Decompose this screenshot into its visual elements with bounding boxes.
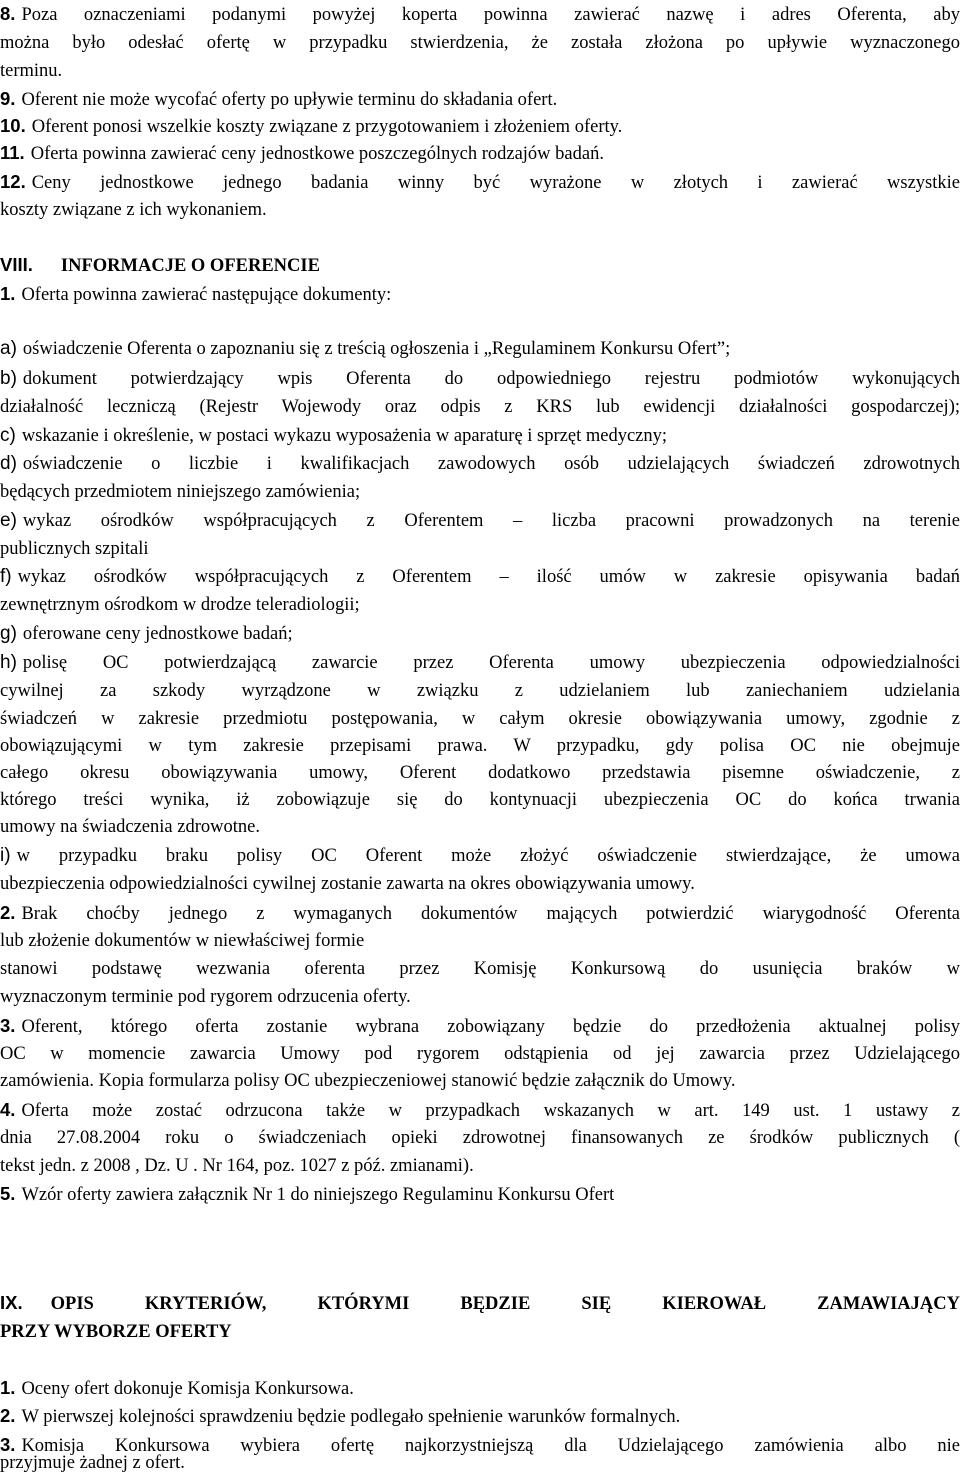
sub-item-d-line-2: będących przedmiotem niniejszego zamówienia; [0,482,361,502]
sub-item-letter: f) [0,566,12,587]
sub-item-a: a) oświadczenie Oferenta o zapoznaniu się z treścią ogłoszenia i „Regulaminem Konkursu Ofert”; [0,338,731,359]
sub-item-e-line-2: publicznych szpitali [0,539,149,559]
item-4-line-2: dnia 27.08.2004 roku o świadczeniach opieki zdrowotnej finansowanych ze środków publicznych ( [0,1128,960,1148]
item-1: 1. Oferta powinna zawierać następujące dokumenty: [0,283,392,305]
item-2-line-4: wyznaczonym terminie pod rygorem odrzucenia oferty. [0,987,411,1007]
sub-item-i-line-1: i) w przypadku braku polisy OC Oferent może złożyć oświadczenie stwierdzające, że umowa [0,845,960,866]
sub-item-letter: h) [0,652,17,673]
item-number: 1. [0,283,16,304]
item-number: 8. [0,3,16,24]
item-8-line-3: terminu. [0,61,63,81]
item-3-line-2: OC w momencie zawarcia Umowy pod rygorem odstąpienia od jej zawarcia przez Udzielającego [0,1044,960,1064]
sub-item-h-line-5: całego okresu obowiązywania umowy, Oferent dodatkowo przedstawia pisemne oświadczenie, z [0,763,960,783]
criteria-item-1: 1. Oceny ofert dokonuje Komisja Konkursowa. [0,1377,354,1399]
criteria-item-3-line-2: przyjmuje żadnej z ofert. [0,1453,185,1473]
sub-item-letter: b) [0,368,17,389]
item-8-line-1: 8. Poza oznaczeniami podanymi powyżej koperta powinna zawierać nazwę i adres Oferenta, aby [0,3,960,25]
section-viii-heading [0,251,960,280]
item-3-line-3: zamówienia. Kopia formularza polisy OC ubezpieczeniowej stanowić będzie załącznik do Umowy. [0,1071,736,1091]
criteria-item-2: 2. W pierwszej kolejności sprawdzeniu będzie podlegało spełnienie warunków formalnych. [0,1405,681,1427]
item-2-line-1: 2. Brak choćby jednego z wymaganych dokumentów mających potwierdzić wiarygodność Oferenta [0,902,960,924]
sub-item-f-line-1: f) wykaz ośrodków współpracujących z Oferentem – ilość umów w zakresie opisywania badań [0,566,960,587]
item-8-line-2: można było odesłać ofertę w przypadku stwierdzenia, że została złożona po upływie wyznaczonego [0,33,960,53]
item-number: 5. [0,1183,16,1204]
item-number: 3. [0,1015,16,1036]
item-number: 3. [0,1434,16,1455]
item-number: 4. [0,1099,16,1120]
item-number: 10. [0,115,26,136]
item-number: 2. [0,1405,16,1426]
section-number: VIII. [0,254,33,275]
sub-item-letter: g) [0,623,17,644]
sub-item-letter: a) [0,338,17,359]
item-3-line-1: 3. Oferent, którego oferta zostanie wybrana zobowiązany będzie do przedłożenia aktualnej polisy [0,1015,960,1037]
item-12-line-1: 12. Ceny jednostkowe jednego badania winny być wyrażone w złotych i zawierać wszystkie [0,171,960,193]
sub-item-letter: d) [0,453,17,474]
item-2-line-3: stanowi podstawę wezwania oferenta przez Komisję Konkursową do usunięcia braków w [0,959,960,979]
item-11: 11. Oferta powinna zawierać ceny jednostkowe poszczególnych rodzajów badań. [0,142,604,164]
sub-item-h-line-1: h) polisę OC potwierdzającą zawarcie przez Oferenta umowy ubezpieczenia odpowiedzialności [0,652,960,673]
item-number: 11. [0,142,25,163]
sub-item-letter: e) [0,510,17,531]
section-title: OPIS KRYTERIÓW, KTÓRYMI BĘDZIE SIĘ KIEROWAŁ ZAMAWIAJĄCY [50,1294,960,1314]
sub-item-g: g) oferowane ceny jednostkowe badań; [0,623,293,644]
sub-item-h-line-2: cywilnej za szkody wyrządzone w związku z udzielaniem lub zaniechaniem udzielania [0,681,960,701]
sub-item-h-line-3: świadczeń w zakresie przedmiotu postępowania, w całym okresie obowiązywania umowy, zgodnie z [0,709,960,729]
item-12-line-2: koszty związane z ich wykonaniem. [0,200,267,220]
criteria-item-3-line-1: 3. Komisja Konkursowa wybiera ofertę najkorzystniejszą dla Udzielającego zamówienia albo nie [0,1434,960,1456]
sub-item-f-line-2: zewnętrznym ośrodkom w drodze teleradiologii; [0,595,360,615]
sub-item-letter: i) [0,845,11,866]
sub-item-b-line-1: b) dokument potwierdzający wpis Oferenta do odpowiedniego rejestru podmiotów wykonujących [0,368,960,389]
section-title: INFORMACJE O OFERENCIE [60,256,320,276]
item-number: 1. [0,1377,16,1398]
section-ix-heading-line-2: PRZY WYBORZE OFERTY [0,1322,232,1342]
sub-item-letter: c) [0,425,16,446]
item-9: 9. Oferent nie może wycofać oferty po upływie terminu do składania ofert. [0,88,558,110]
item-10: 10. Oferent ponosi wszelkie koszty związane z przygotowaniem i złożeniem oferty. [0,115,623,137]
section-number: IX. [0,1292,23,1313]
item-number: 9. [0,88,16,109]
sub-item-b-line-2: działalność leczniczą (Rejestr Wojewody oraz odpis z KRS lub ewidencji działalności gospodarczej); [0,397,960,417]
item-5: 5. Wzór oferty zawiera załącznik Nr 1 do niniejszego Regulaminu Konkursu Ofert [0,1183,615,1205]
sub-item-i-line-2: ubezpieczenia odpowiedzialności cywilnej zostanie zawarta na okres obowiązywania umowy. [0,874,695,894]
section-ix-heading-line-1 [0,1289,960,1317]
sub-item-e-line-1: e) wykaz ośrodków współpracujących z Oferentem – liczba pracowni prowadzonych na terenie [0,510,960,531]
item-number: 2. [0,902,16,923]
sub-item-c: c) wskazanie i określenie, w postaci wykazu wyposażenia w aparaturę i sprzęt medyczny; [0,425,668,446]
sub-item-d-line-1: d) oświadczenie o liczbie i kwalifikacjach zawodowych osób udzielających świadczeń zdrowotnych [0,453,960,474]
item-2-line-2: lub złożenie dokumentów w niewłaściwej formie [0,931,365,951]
item-number: 12. [0,171,26,192]
item-4-line-3: tekst jedn. z 2008 , Dz. U . Nr 164, poz. 1027 z póź. zmianami). [0,1156,474,1176]
sub-item-h-line-7: umowy na świadczenia zdrowotne. [0,817,260,837]
sub-item-h-line-6: którego treści wynika, iż zobowiązuje się do kontynuacji ubezpieczenia OC do końca trwania [0,790,960,810]
sub-item-h-line-4: obowiązującymi w tym zakresie przepisami prawa. W przypadku, gdy polisa OC nie obejmuje [0,736,960,756]
item-4-line-1: 4. Oferta może zostać odrzucona także w przypadkach wskazanych w art. 149 ust. 1 ustawy z [0,1099,960,1121]
